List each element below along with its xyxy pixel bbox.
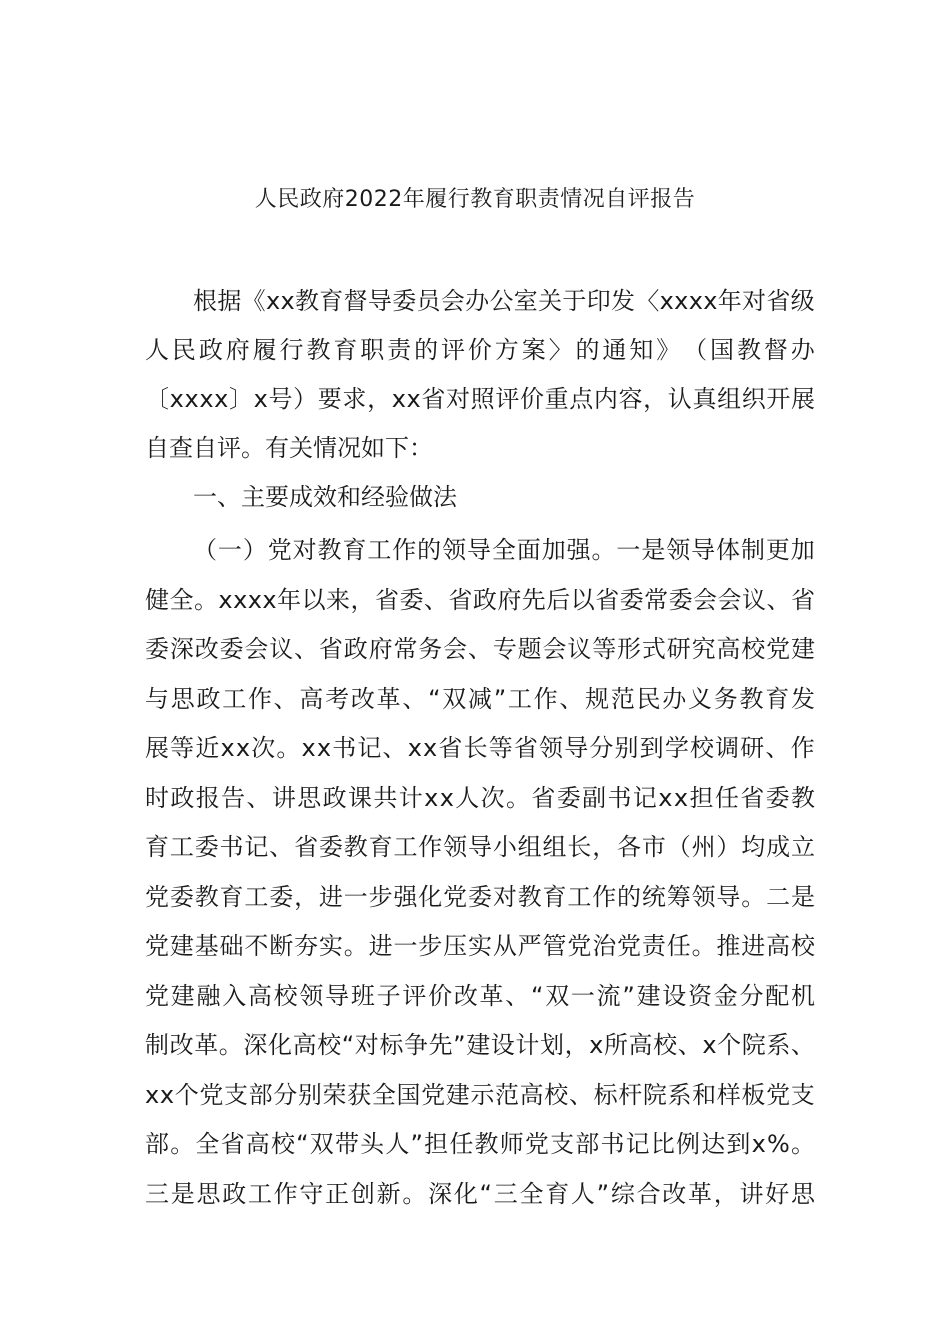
paragraph-line: 人 民 政 府 履 行 教 育 职 责 的 评 价 方 案 〉 的 通 知 》 （ 国 教 督 办 — [145, 336, 815, 364]
paragraph-line: x x 个 党 支 部 分 别 荣 获 全 国 党 建 示 范 高 校 、 标 杆 院 系 和 样 板 党 支 — [145, 1081, 815, 1109]
paragraph-line: 健 全 。 x x x x 年 以 来 ， 省 委 、 省 政 府 先 后 以 省 委 常 委 会 会 议 、 省 — [145, 586, 815, 614]
paragraph-line: 展 等 近 x x 次 。 x x 书 记 、 x x 省 长 等 省 领 导 分 别 到 学 校 调 研 、 作 — [145, 734, 815, 762]
section-heading: 一、主要成效和经验做法 — [193, 483, 457, 511]
paragraph-line: 部 。 全 省 高 校 “ 双 带 头 人 ” 担 任 教 师 党 支 部 书 记 比 例 达 到 x % 。 — [145, 1130, 815, 1158]
paragraph-line: 根 据 《 x x 教 育 督 导 委 员 会 办 公 室 关 于 印 发 〈 x x x x 年 对 省 级 — [193, 287, 815, 315]
paragraph-line: 〔 x x x x 〕 x 号 ） 要 求 ， x x 省 对 照 评 价 重 点 内 容 ， 认 真 组 织 开 展 — [145, 385, 815, 413]
paragraph-line: 与 思 政 工 作 、 高 考 改 革 、 “ 双 减 ” 工 作 、 规 范 民 办 义 务 教 育 发 — [145, 685, 815, 713]
document-title: 人民政府2022年履行教育职责情况自评报告 — [254, 187, 696, 212]
paragraph-line: 党 建 融 入 高 校 领 导 班 子 评 价 改 革 、 “ 双 一 流 ” 建 设 资 金 分 配 机 — [145, 982, 815, 1010]
paragraph-line: 制 改 革 。 深 化 高 校 “ 对 标 争 先 ” 建 设 计 划 ， x 所 高 校 、 x 个 院 系 、 — [145, 1031, 815, 1059]
paragraph-line: 党 建 基 础 不 断 夯 实 。 进 一 步 压 实 从 严 管 党 治 党 责 任 。 推 进 高 校 — [145, 932, 815, 960]
paragraph-line: 党 委 教 育 工 委 ， 进 一 步 强 化 党 委 对 教 育 工 作 的 统 筹 领 导 。 二 是 — [145, 883, 815, 911]
paragraph-line: 自查自评。有关情况如下： — [145, 434, 433, 462]
paragraph-line: 三 是 思 政 工 作 守 正 创 新 。 深 化 “ 三 全 育 人 ” 综 合 改 革 ， 讲 好 思 — [145, 1180, 815, 1208]
paragraph-line: 时 政 报 告 、 讲 思 政 课 共 计 x x 人 次 。 省 委 副 书 记 x x 担 任 省 委 教 — [145, 784, 815, 812]
paragraph-line: 委 深 改 委 会 议 、 省 政 府 常 务 会 、 专 题 会 议 等 形 式 研 究 高 校 党 建 — [145, 635, 815, 663]
paragraph-line: （ 一 ） 党 对 教 育 工 作 的 领 导 全 面 加 强 。 一 是 领 导 体 制 更 加 — [193, 536, 815, 564]
paragraph-line: 育 工 委 书 记 、 省 委 教 育 工 作 领 导 小 组 组 长 ， 各 市 （ 州 ） 均 成 立 — [145, 833, 815, 861]
